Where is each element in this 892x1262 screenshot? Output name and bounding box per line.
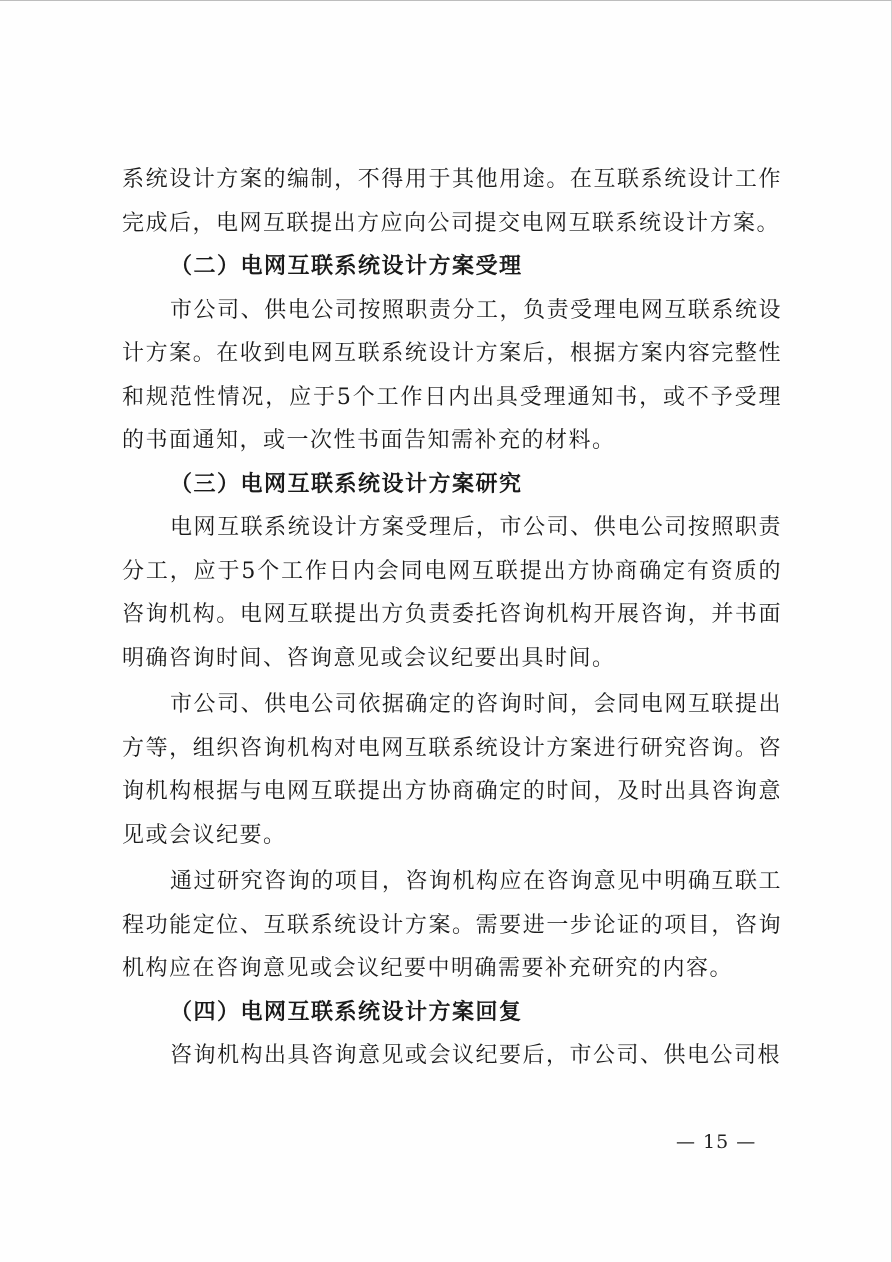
paragraph-continuation: 系统设计方案的编制，不得用于其他用途。在互联系统设计工作完成后，电网互联提出方应向公司提交电网互联系统设计方案。 xyxy=(122,167,782,236)
paragraph-reply: 咨询机构出具咨询意见或会议纪要后，市公司、供电公司根 xyxy=(170,1043,782,1068)
body-text xyxy=(122,158,782,1078)
paragraph-research-3: 通过研究咨询的项目，咨询机构应在咨询意见中明确互联工程功能定位、互联系统设计方案。需要进一步论证的项目，咨询机构应在咨询意见或会议纪要中明确需要补充研究的内容。 xyxy=(122,869,782,981)
section-heading-4: （四）电网互联系统设计方案回复 xyxy=(170,999,523,1025)
page-number: — 15 — xyxy=(676,1131,757,1153)
paragraph-research-1: 电网互联系统设计方案受理后，市公司、供电公司按照职责分工，应于5个工作日内会同电网互联提出方协商确定有资质的咨询机构。电网互联提出方负责委托咨询机构开展咨询，并书面明确咨询时间、咨询意见或会议纪要出具时间。 xyxy=(122,515,782,671)
section-heading-2: （二）电网互联系统设计方案受理 xyxy=(170,254,523,279)
paragraph-research-2: 市公司、供电公司依据确定的咨询时间，会同电网互联提出方等，组织咨询机构对电网互联系统设计方案进行研究咨询。咨询机构根据与电网互联提出方协商确定的时间，及时出具咨询意见或会议纪要。 xyxy=(122,692,782,848)
section-heading-3: （三）电网互联系统设计方案研究 xyxy=(170,471,523,497)
paragraph-acceptance: 市公司、供电公司按照职责分工，负责受理电网互联系统设计方案。在收到电网互联系统设计方案后，根据方案内容完整性和规范性情况，应于5个工作日内出具受理通知书，或不予受理的书面通知，或一次性书面告知需补充的材料。 xyxy=(122,297,782,453)
